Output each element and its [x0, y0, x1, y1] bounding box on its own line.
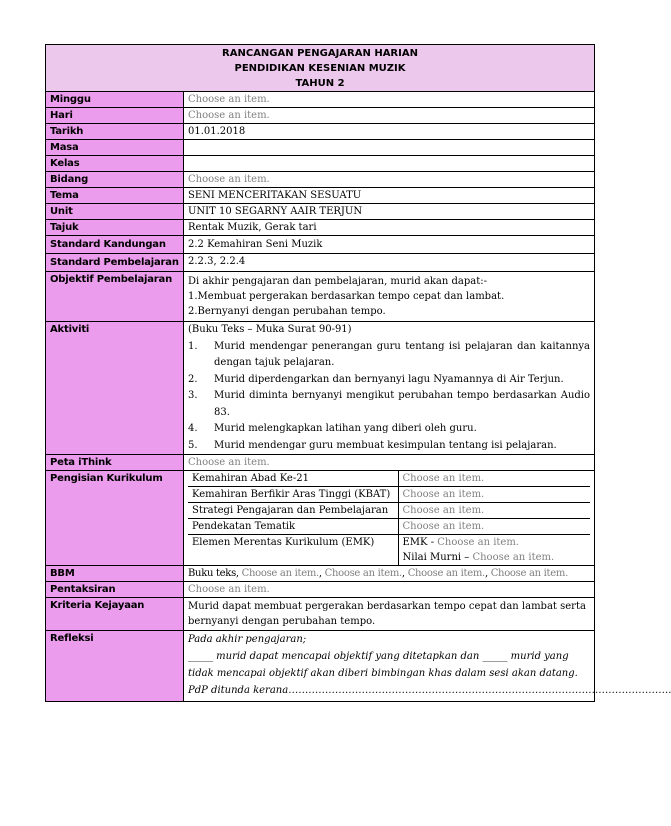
pengisian-cell: [184, 471, 595, 566]
nilai-dropdown[interactable]: Choose an item.: [472, 552, 555, 563]
aktiviti-cell[interactable]: [184, 322, 595, 455]
item-number: 3.: [188, 390, 198, 401]
bbm-cell: Buku teks, Choose an item., Choose an item., Choose an item., Choose an item.: [184, 566, 595, 582]
tajuk-field[interactable]: Rentak Muzik, Gerak tari: [184, 220, 595, 236]
nilai-line: [403, 550, 587, 565]
bbm-dropdown[interactable]: Choose an item.: [490, 568, 568, 579]
sp-field[interactable]: 2.2.3, 2.2.4: [184, 254, 595, 272]
bbm-dropdown[interactable]: Choose an item.: [324, 568, 402, 579]
aktiviti-label: Aktiviti: [46, 322, 184, 455]
bidang-label: Bidang: [46, 172, 184, 188]
aktiviti-item: [188, 339, 590, 372]
item-number: 2.: [188, 373, 198, 385]
nilai-prefix: Nilai Murni –: [402, 552, 473, 563]
emk-label: Elemen Merentas Kurikulum (EMK): [188, 535, 398, 566]
objektif-item: 2.Bernyanyi dengan perubahan tempo.: [188, 306, 386, 317]
masa-field[interactable]: [184, 140, 595, 156]
strategi-dropdown[interactable]: Choose an item.: [398, 503, 590, 519]
aktiviti-item: [188, 388, 590, 421]
aktiviti-list: [188, 339, 590, 455]
pentaksiran-label: Pentaksiran: [46, 582, 184, 598]
strategi-label: Strategi Pengajaran dan Pembelajaran: [188, 503, 398, 519]
header-year: TAHUN 2: [295, 77, 345, 89]
kelas-label: Kelas: [46, 156, 184, 172]
emk-dropdown[interactable]: Choose an item.: [437, 537, 519, 548]
hari-label: Hari: [46, 108, 184, 124]
document-header: [46, 45, 595, 92]
sk-field[interactable]: 2.2 Kemahiran Seni Muzik: [184, 236, 595, 254]
emk-prefix: EMK -: [402, 537, 438, 548]
item-text: Murid mendengar penerangan guru tentang isi pelajaran dan kaitannya dengan tajuk pelajaran.: [214, 340, 591, 368]
rph-table: [45, 44, 671, 702]
sp-label: Standard Pembelajaran: [46, 254, 184, 272]
refleksi-tunda: PdP ditunda kerana…………………………………………………………………………………………………….: [188, 685, 671, 696]
aktiviti-item: [188, 421, 590, 438]
bbm-dropdown[interactable]: Choose an item.: [407, 568, 485, 579]
hari-dropdown[interactable]: Choose an item.: [184, 108, 595, 124]
bidang-dropdown[interactable]: Choose an item.: [184, 172, 595, 188]
aktiviti-item: [188, 372, 590, 389]
abad-label: Kemahiran Abad Ke-21: [188, 471, 398, 487]
objektif-label: Objektif Pembelajaran: [46, 272, 184, 322]
tarikh-field[interactable]: 01.01.2018: [184, 124, 595, 140]
objektif-intro: Di akhir pengajaran dan pembelajaran, murid akan dapat:-: [188, 276, 488, 287]
kriteria-label: Kriteria Kejayaan: [46, 598, 184, 631]
bbm-dropdown[interactable]: Choose an item.: [241, 568, 319, 579]
unit-label: Unit: [46, 204, 184, 220]
item-number: 4.: [188, 423, 198, 434]
pengisian-label: Pengisian Kurikulum: [46, 471, 184, 566]
aktiviti-intro: (Buku Teks – Muka Surat 90-91): [188, 324, 352, 335]
tarikh-label: Tarikh: [46, 124, 184, 140]
unit-field[interactable]: UNIT 10 SEGARNY AAIR TERJUN: [184, 204, 595, 220]
item-number: 5.: [188, 439, 198, 451]
tematik-dropdown[interactable]: Choose an item.: [398, 519, 590, 535]
kriteria-field[interactable]: Murid dapat membuat pergerakan berdasarkan tempo cepat dan lambat serta bernyanyi dengan perubahan tempo.: [184, 598, 595, 631]
item-text: Murid mendengar guru membuat kesimpulan tentang isi pelajaran.: [214, 439, 557, 451]
sk-label: Standard Kandungan: [46, 236, 184, 254]
masa-label: Masa: [46, 140, 184, 156]
peta-label: Peta iThink: [46, 455, 184, 471]
refleksi-cell[interactable]: [184, 631, 671, 702]
emk-cell: [398, 535, 590, 566]
tajuk-label: Tajuk: [46, 220, 184, 236]
aktiviti-item: [188, 438, 590, 455]
refleksi-text: _____ murid dapat mencapai objektif yang ditetapkan dan _____ murid yang tidak mencapai objektif akan diberi bimbingan khas dalam sesi akan datang.: [188, 651, 578, 679]
refleksi-label: Refleksi: [46, 631, 184, 702]
item-number: 1.: [188, 340, 198, 352]
item-text: Murid diminta bernyanyi mengikut perubahan tempo berdasarkan Audio 83.: [214, 390, 591, 418]
refleksi-intro: Pada akhir pengajaran;: [188, 634, 307, 645]
bbm-label: BBM: [46, 566, 184, 582]
pentaksiran-dropdown[interactable]: Choose an item.: [184, 582, 595, 598]
tematik-label: Pendekatan Tematik: [188, 519, 398, 535]
kelas-field[interactable]: [184, 156, 595, 172]
bbm-prefix: Buku teks,: [188, 568, 242, 579]
abad-dropdown[interactable]: Choose an item.: [398, 471, 590, 487]
kbat-label: Kemahiran Berfikir Aras Tinggi (KBAT): [188, 487, 398, 503]
header-subject: PENDIDIKAN KESENIAN MUZIK: [234, 62, 406, 74]
minggu-label: Minggu: [46, 92, 184, 108]
emk-line: [403, 535, 587, 550]
objektif-item: 1.Membuat pergerakan berdasarkan tempo cepat dan lambat.: [188, 291, 505, 302]
header-title: RANCANGAN PENGAJARAN HARIAN: [222, 47, 418, 59]
minggu-dropdown[interactable]: Choose an item.: [184, 92, 595, 108]
pengisian-subtable: [188, 471, 590, 565]
tema-field[interactable]: SENI MENCERITAKAN SESUATU: [184, 188, 595, 204]
item-text: Murid diperdengarkan dan bernyanyi lagu Nyamannya di Air Terjun.: [214, 373, 564, 385]
tema-label: Tema: [46, 188, 184, 204]
kbat-dropdown[interactable]: Choose an item.: [398, 487, 590, 503]
item-text: Murid melengkapkan latihan yang diberi oleh guru.: [214, 423, 477, 434]
objektif-cell[interactable]: [184, 272, 595, 322]
peta-dropdown[interactable]: Choose an item.: [184, 455, 595, 471]
